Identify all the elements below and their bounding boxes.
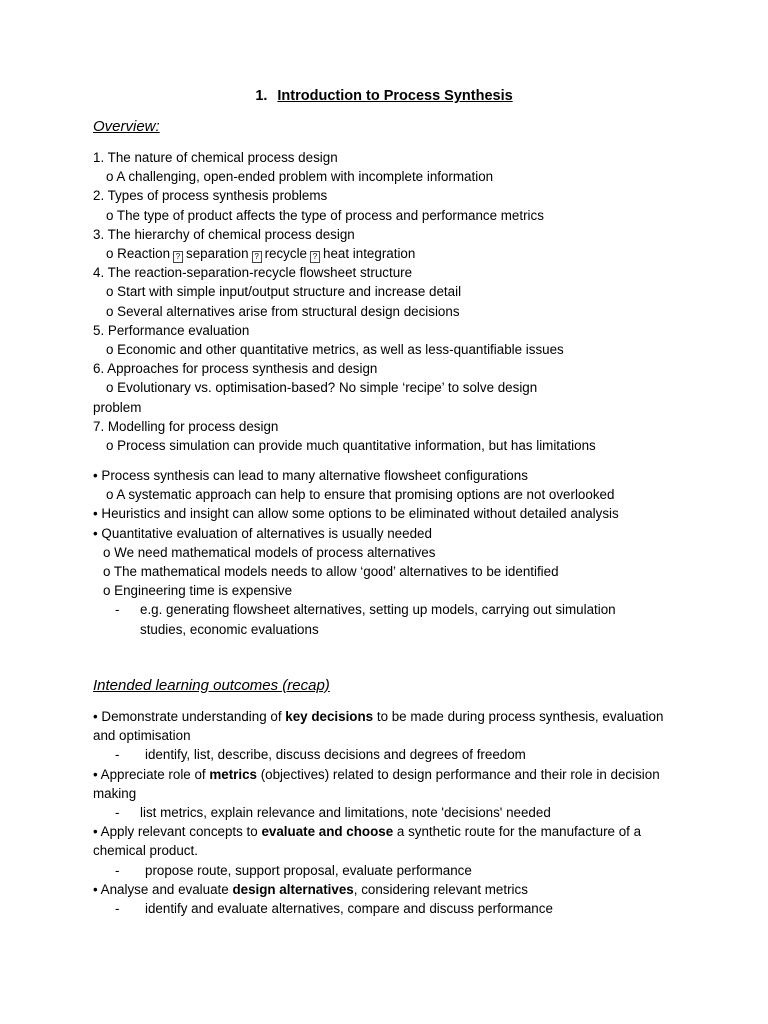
hierarchy-step: heat integration [323,246,416,262]
dash-marker: - [115,901,120,917]
overview-item: 5. Performance evaluation [93,322,250,338]
overview-list [93,148,693,455]
outcome-item [93,880,673,899]
outcome-detail [93,803,673,822]
dash-marker: - [115,805,120,821]
bullet-item: • Process synthesis can lead to many alternative flowsheet configurations [93,468,528,483]
overview-subitem: o Process simulation can provide much quantitative information, but has limitations [106,438,596,454]
outcome-text-pre: • Appreciate role of [93,766,210,782]
bullet-subitem: o We need mathematical models of process alternatives [103,544,436,560]
outcome-text-post: to be made during process synthesis, evaluation and optimisation [93,709,664,744]
overview-subitem: o The type of product affects the type of process and performance metrics [106,207,544,223]
overview-subitem: o Evolutionary vs. optimisation-based? No simple ‘recipe’ to solve design [106,380,538,396]
overview-item: 2. Types of process synthesis problems [93,188,328,204]
outcome-detail-text: propose route, support proposal, evaluate performance [145,862,472,878]
outcome-detail [93,745,673,764]
overview-item: 1. The nature of chemical process design [93,150,338,165]
bullet-subitem: o The mathematical models needs to allow ‘good’ alternatives to be identified [103,564,559,580]
outcomes-heading: Intended learning outcomes (recap) [93,677,330,694]
overview-item: 6. Approaches for process synthesis and design [93,361,378,377]
overview-item: 7. Modelling for process design [93,418,279,434]
bullet-item: • Heuristics and insight can allow some options to be eliminated without detailed analysis [93,506,619,522]
overview-subitem: o A challenging, open-ended problem with incomplete information [106,169,494,185]
outcome-keyword: evaluate and choose [261,824,394,840]
outcome-text-post: a synthetic route for the manufacture of a chemical product. [93,824,642,859]
outcome-detail-text: identify and evaluate alternatives, compare and discuss performance [145,901,553,917]
title-number: 1. [255,88,268,104]
dash-note [93,600,693,638]
overview-subitem-hierarchy [93,244,693,263]
dash-marker: - [115,602,120,618]
hierarchy-step: separation [186,246,249,262]
missing-glyph-icon: ? [252,251,262,263]
outcome-keyword: design alternatives [232,881,354,897]
overview-subitem: o Several alternatives arise from structural design decisions [106,303,460,319]
page-title [0,88,768,104]
outcome-detail [93,861,673,880]
outcome-keyword: metrics [209,766,257,782]
outcome-keyword: key decisions [285,709,374,724]
overview-subitem-continuation: problem [93,399,142,415]
outcome-detail [93,899,673,918]
overview-item: 3. The hierarchy of chemical process design [93,226,355,242]
bullet-list [93,466,693,639]
overview-item: 4. The reaction-separation-recycle flowsheet structure [93,265,413,281]
outcome-item [93,765,673,803]
hierarchy-step: recycle [264,246,307,262]
overview-subitem: o Start with simple input/output structure and increase detail [106,284,462,300]
bullet-item: • Quantitative evaluation of alternatives is usually needed [93,525,432,541]
outcome-text-pre: • Analyse and evaluate [93,881,233,897]
outcome-text-post: , considering relevant metrics [353,881,528,897]
outcome-text-post: (objectives) related to design performance and their role in decision making [93,766,660,801]
outcome-detail-text: list metrics, explain relevance and limitations, note 'decisions' needed [140,805,551,821]
overview-subitem: o Economic and other quantitative metrics, as well as less-quantifiable issues [106,342,564,358]
dash-marker: - [115,747,120,763]
hierarchy-step: o Reaction [106,246,171,262]
dash-marker: - [115,862,120,878]
outcome-item [93,822,673,860]
dash-note-text: e.g. generating flowsheet alternatives, setting up models, carrying out simulation studies, economic evaluations [140,602,616,637]
title-text: Introduction to Process Synthesis [277,88,513,104]
outcome-text-pre: • Apply relevant concepts to [93,824,262,840]
bullet-subitem: o Engineering time is expensive [103,583,293,599]
outcome-text-pre: • Demonstrate understanding of [93,709,286,724]
overview-heading: Overview: [93,118,160,135]
missing-glyph-icon: ? [173,251,183,263]
missing-glyph-icon: ? [310,251,320,263]
outcomes-list [93,707,673,918]
outcome-detail-text: identify, list, describe, discuss decisions and degrees of freedom [145,747,526,763]
bullet-subitem: o A systematic approach can help to ensure that promising options are not overlooked [106,487,615,503]
outcome-item [93,707,673,745]
